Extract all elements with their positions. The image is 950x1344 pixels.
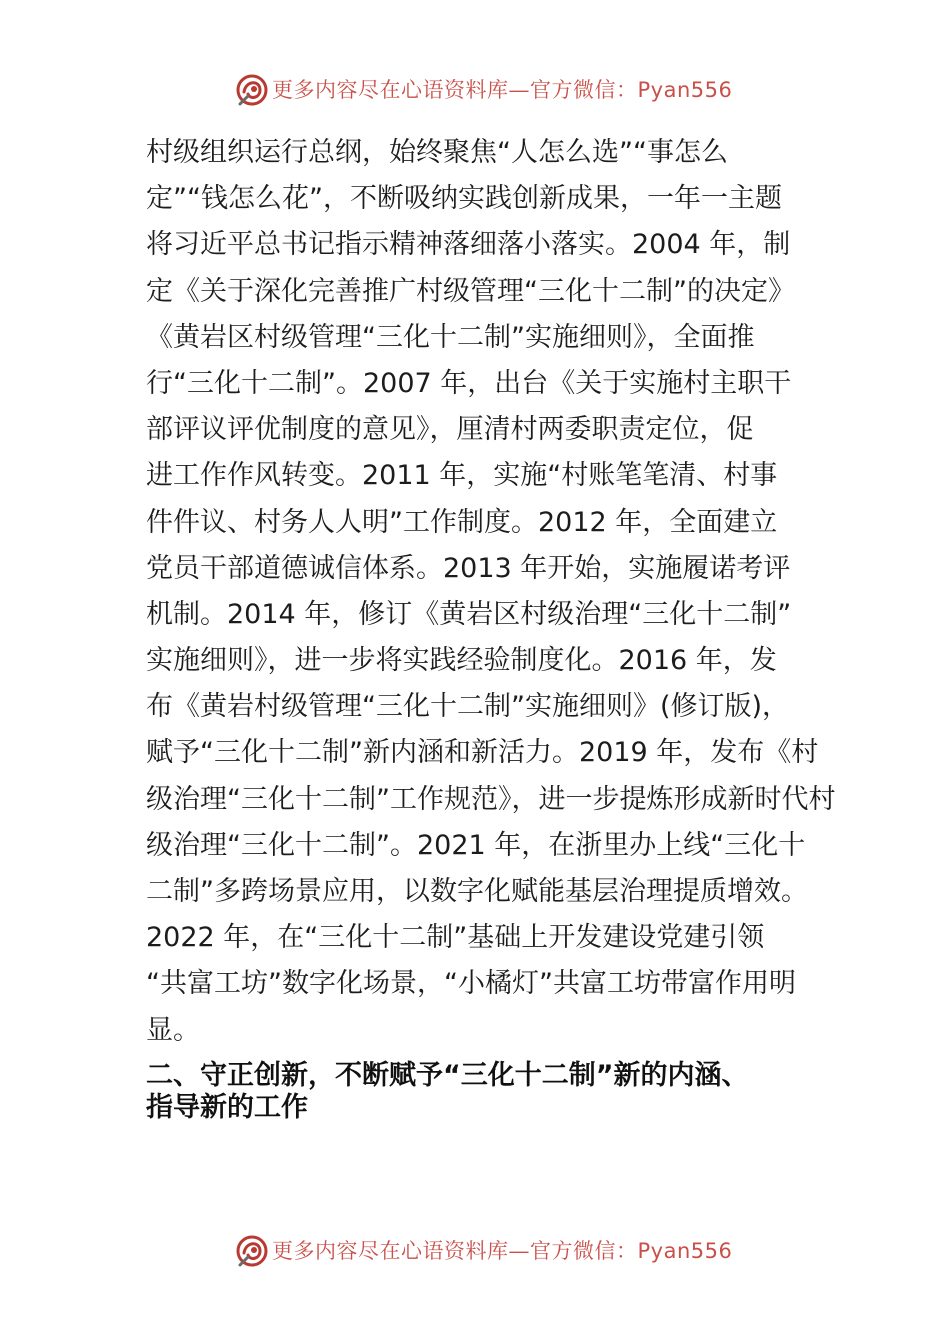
paragraph-line: 二制”多跨场景应用，以数字化赋能基层治理提质增效。 [146, 876, 808, 907]
paragraph-line: 部评议评优制度的意见》，厘清村两委职责定位，促 [146, 414, 754, 446]
swirl-logo-icon [234, 70, 270, 110]
paragraph-line: 布《黄岩村级管理“三化十二制”实施细则》(修订版)， [146, 691, 790, 723]
paragraph-line: 2022 年，在“三化十二制”基础上开发建设党建引领 [146, 922, 765, 954]
paragraph-line: 村级组织运行总纲，始终聚焦“人怎么选”“事怎么 [146, 137, 728, 168]
paragraph-line: 赋予“三化十二制”新内涵和新活力。2019 年，发布《村 [146, 737, 819, 769]
paragraph-line: 机制。2014 年，修订《黄岩区村级治理“三化十二制” [146, 598, 792, 630]
banner-text: 更多内容尽在心语资料库—官方微信：Pyan556 [272, 78, 733, 102]
paragraph-line: 定”“钱怎么花”，不断吸纳实践创新成果，一年一主题 [146, 183, 782, 215]
paragraph-line: 行“三化十二制”。2007 年，出台《关于实施村主职干 [146, 367, 792, 399]
paragraph-line: 级治理“三化十二制”工作规范》，进一步提炼形成新时代村 [146, 783, 836, 815]
wechat-id: Pyan556 [637, 1239, 733, 1263]
paragraph-line: 显。 [146, 1014, 200, 1046]
paragraph-line: 定《关于深化完善推广村级管理“三化十二制”的决定》 [146, 275, 795, 307]
section-heading [146, 1060, 836, 1124]
banner-text: 更多内容尽在心语资料库—官方微信：Pyan556 [272, 1239, 733, 1263]
heading-line: 指导新的工作 [146, 1092, 308, 1123]
footer-banner [0, 1231, 950, 1275]
paragraph-line: 件件议、村务人人明”工作制度。2012 年，全面建立 [146, 506, 778, 538]
swirl-logo-icon [234, 1231, 270, 1271]
paragraph-line: “共富工坊”数字化场景，“小橘灯”共富工坊带富作用明 [146, 968, 796, 1000]
header-banner [0, 70, 950, 114]
paragraph-line: 《黄岩区村级管理“三化十二制”实施细则》，全面推 [146, 321, 755, 353]
heading-line: 二、守正创新，不断赋予“三化十二制”新的内涵、 [146, 1060, 749, 1091]
paragraph-line: 将习近平总书记指示精神落细落小落实。2004 年，制 [146, 229, 791, 261]
wechat-id: Pyan556 [637, 78, 733, 102]
paragraph-line: 进工作作风转变。2011 年，实施“村账笔笔清、村事 [146, 460, 778, 492]
paragraph-line: 党员干部道德诚信体系。2013 年开始，实施履诺考评 [146, 552, 791, 584]
paragraph-line: 级治理“三化十二制”。2021 年，在浙里办上线“三化十 [146, 829, 806, 861]
paragraph-line: 实施细则》，进一步将实践经验制度化。2016 年，发 [146, 645, 777, 677]
body-paragraph [146, 130, 836, 1054]
